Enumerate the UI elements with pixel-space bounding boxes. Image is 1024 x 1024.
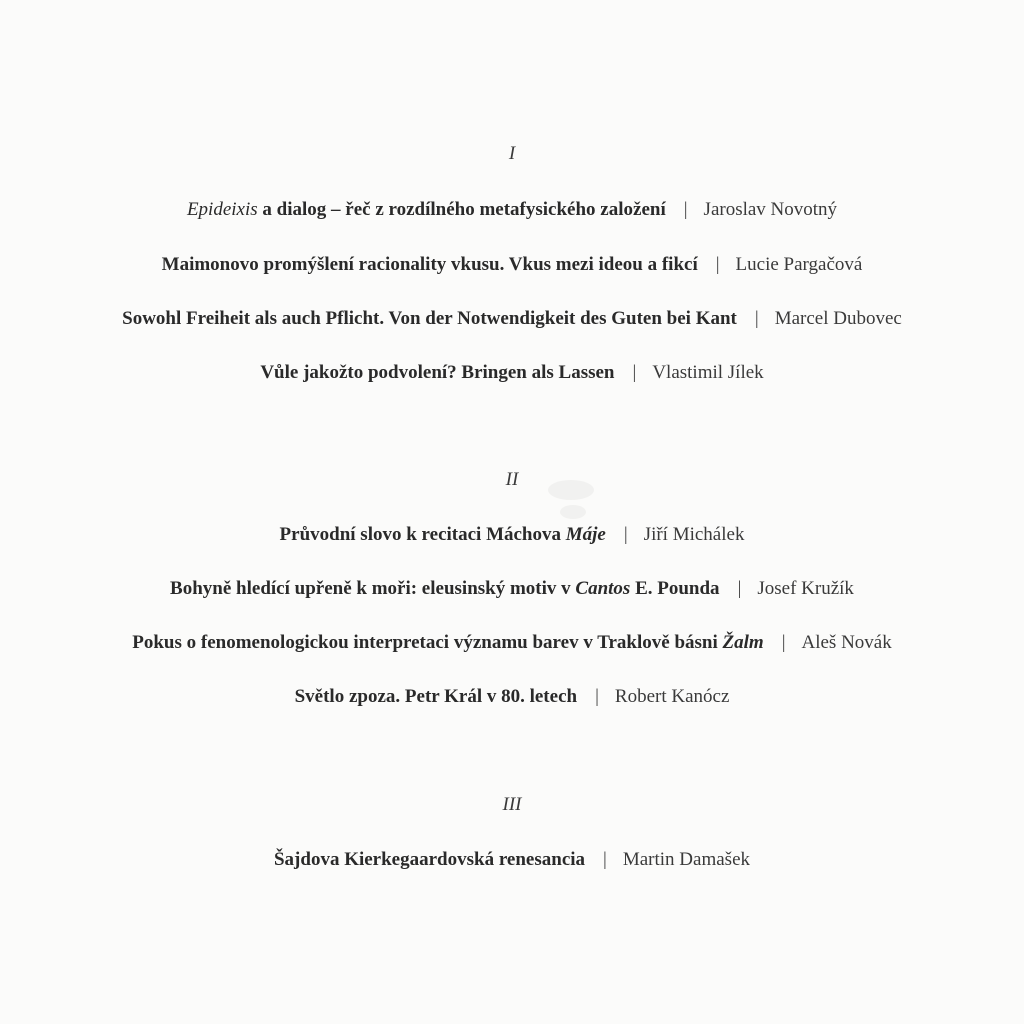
title-part: Šajdova Kierkegaardovská renesancia — [273, 849, 586, 870]
separator: | — [603, 849, 607, 870]
title-part: Maimonovo promýšlení racionality vkusu. Vkus mezi ideou a fikcí — [161, 254, 698, 275]
separator: | — [623, 524, 628, 545]
toc-entry — [0, 631, 1024, 655]
title-italic-part: Žalm — [722, 632, 764, 653]
toc-entry — [0, 361, 1024, 385]
entry-author: Lucie Pargačová — [735, 254, 863, 275]
entry-title — [122, 308, 737, 329]
title-italic-part: Cantos — [575, 578, 631, 599]
section-numeral: III — [502, 794, 522, 815]
title-part: Pokus o fenomenologickou interpretaci významu barev v Traklově básni — [132, 632, 723, 653]
toc-entry — [0, 523, 1024, 547]
toc-entry — [0, 685, 1024, 709]
toc-entry — [0, 848, 1024, 872]
toc-entry — [0, 577, 1024, 601]
entry-author: Jiří Michálek — [643, 524, 745, 545]
entry-author: Martin Damašek — [622, 849, 750, 870]
entry-title — [170, 578, 720, 599]
entry-author: Robert Kanócz — [614, 686, 730, 707]
title-part: a dialog – řeč z rozdílného metafysického založení — [257, 199, 666, 220]
entry-title — [162, 254, 698, 275]
entry-author: Aleš Novák — [801, 632, 892, 653]
title-part: Světlo zpoza. Petr Král v 80. letech — [294, 686, 578, 707]
toc-entry — [0, 253, 1024, 277]
toc-entry — [0, 307, 1024, 331]
entry-author: Josef Kružík — [757, 578, 854, 599]
section-numeral: I — [508, 143, 516, 164]
entry-title — [132, 632, 763, 653]
title-italic-part: Epideixis — [186, 199, 258, 220]
separator: | — [781, 632, 786, 653]
separator: | — [737, 578, 742, 599]
title-part: Sowohl Freiheit als auch Pflicht. Von der Notwendigkeit des Guten bei Kant — [122, 308, 737, 329]
title-part: E. Pounda — [630, 578, 720, 599]
entry-title — [280, 524, 606, 545]
title-part: Průvodní slovo k recitaci Máchova — [279, 524, 566, 545]
entry-title — [260, 362, 614, 383]
paper-smudge — [560, 505, 586, 519]
entry-author: Marcel Dubovec — [774, 308, 902, 329]
entry-title — [295, 686, 577, 707]
title-part: Vůle jakožto podvolení? Bringen als Lassen — [260, 362, 615, 383]
separator: | — [595, 686, 599, 707]
separator: | — [632, 362, 637, 383]
separator: | — [715, 254, 720, 275]
title-part: Bohyně hledící upřeně k moři: eleusinský motiv v — [170, 578, 576, 599]
entry-title — [187, 199, 666, 220]
entry-title — [274, 849, 585, 870]
title-italic-part: Máje — [565, 524, 606, 545]
toc-entry — [0, 198, 1024, 222]
entry-author: Jaroslav Novotný — [703, 199, 838, 220]
separator: | — [754, 308, 759, 329]
separator: | — [683, 199, 688, 220]
entry-author: Vlastimil Jílek — [652, 362, 764, 383]
section-numeral: II — [505, 469, 519, 490]
